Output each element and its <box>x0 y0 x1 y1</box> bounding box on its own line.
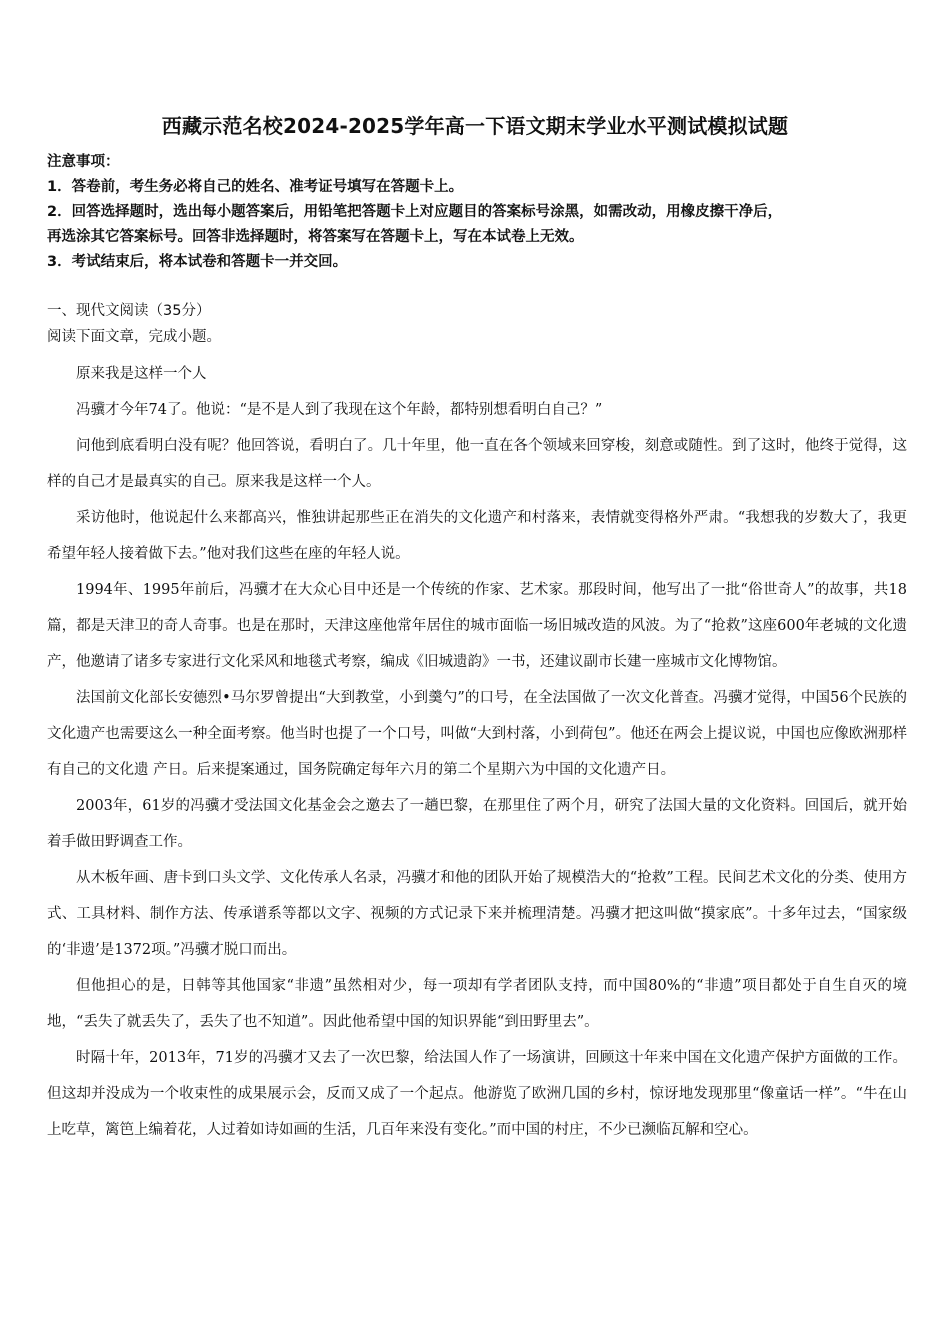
article-paragraph: 冯骥才今年74了。他说：“是不是人到了我现在这个年龄，都特别想看明白自己？” <box>76 402 603 418</box>
article-body <box>47 356 907 1148</box>
notice-block <box>47 150 907 275</box>
notice-item: 1．答卷前，考生务必将自己的姓名、准考证号填写在答题卡上。 <box>47 179 464 195</box>
notice-heading: 注意事项： <box>47 154 120 170</box>
article-paragraph: 采访他时，他说起什么来都高兴，惟独讲起那些正在消失的文化遗产和村落来，表情就变得格外严肃。“我想我的岁数大了，我更希望年轻人接着做下去。”他对我们这些在座的年轻人说。 <box>47 510 907 562</box>
notice-item: 3．考试结束后，将本试卷和答题卡一并交回。 <box>47 254 348 270</box>
article-paragraph: 法国前文化部长安德烈•马尔罗曾提出“大到教堂，小到羹勺”的口号，在全法国做了一次文化普查。冯骥才觉得，中国56个民族的文化遗产也需要这么一种全面考察。他当时也提了一个口号，叫做“大到村落，小到荷包”。他还在两会上提议说，中国也应像欧洲那样有自己的文化遗 产日。后来提案通过，国务院确定每年六月的第二个星期六为中国的文化遗产日。 <box>47 690 907 778</box>
exam-title: 西藏示范名校2024-2025学年高一下语文期末学业水平测试模拟试题 <box>161 114 789 138</box>
notice-item: 再选涂其它答案标号。回答非选择题时，将答案写在答题卡上，写在本试卷上无效。 <box>47 229 584 245</box>
article-paragraph: 2003年，61岁的冯骥才受法国文化基金会之邀去了一趟巴黎，在那里住了两个月，研究了法国大量的文化资料。回国后，就开始着手做田野调查工作。 <box>47 798 907 850</box>
article-title: 原来我是这样一个人 <box>76 366 207 382</box>
section-heading: 一、现代文阅读（35分） <box>47 303 211 319</box>
reading-instruction: 阅读下面文章，完成小题。 <box>47 329 221 345</box>
notice-item: 2．回答选择题时，选出每小题答案后，用铅笔把答题卡上对应题目的答案标号涂黑，如需改动，用橡皮擦干净后， <box>47 204 783 220</box>
article-paragraph: 从木板年画、唐卡到口头文学、文化传承人名录，冯骥才和他的团队开始了规模浩大的“抢救”工程。民间艺术文化的分类、使用方式、工具材料、制作方法、传承谱系等都以文字、视频的方式记录下来并梳理清楚。冯骥才把这叫做“摸家底”。十多年过去，“国家级的‘非遗’是1372项。”冯骥才脱口而出。 <box>47 870 907 958</box>
article-paragraph: 时隔十年，2013年，71岁的冯骥才又去了一次巴黎，给法国人作了一场演讲，回顾这十年来中国在文化遗产保护方面做的工作。但这却并没成为一个收束性的成果展示会，反而又成了一个起点。他游览了欧洲几国的乡村，惊讶地发现那里“像童话一样”。“牛在山上吃草，篱笆上编着花，人过着如诗如画的生活，几百年来没有变化。”而中国的村庄，不少已濒临瓦解和空心。 <box>47 1050 907 1138</box>
article-paragraph: 问他到底看明白没有呢？他回答说，看明白了。几十年里，他一直在各个领域来回穿梭，刻意或随性。到了这时，他终于觉得，这样的自己才是最真实的自己。原来我是这样一个人。 <box>47 438 907 490</box>
article-paragraph: 1994年、1995年前后，冯骥才在大众心目中还是一个传统的作家、艺术家。那段时间，他写出了一批“俗世奇人”的故事，共18篇，都是天津卫的奇人奇事。也是在那时，天津这座他常年居住的城市面临一场旧城改造的风波。为了“抢救”这座600年老城的文化遗产，他邀请了诸多专家进行文化采风和地毯式考察，编成《旧城遗韵》一书，还建议副市长建一座城市文化博物馆。 <box>47 582 907 670</box>
article-paragraph: 但他担心的是，日韩等其他国家“非遗”虽然相对少，每一项却有学者团队支持，而中国80%的“非遗”项目都处于自生自灭的境地，“丢失了就丢失了，丢失了也不知道”。因此他希望中国的知识界能“到田野里去”。 <box>47 978 907 1030</box>
